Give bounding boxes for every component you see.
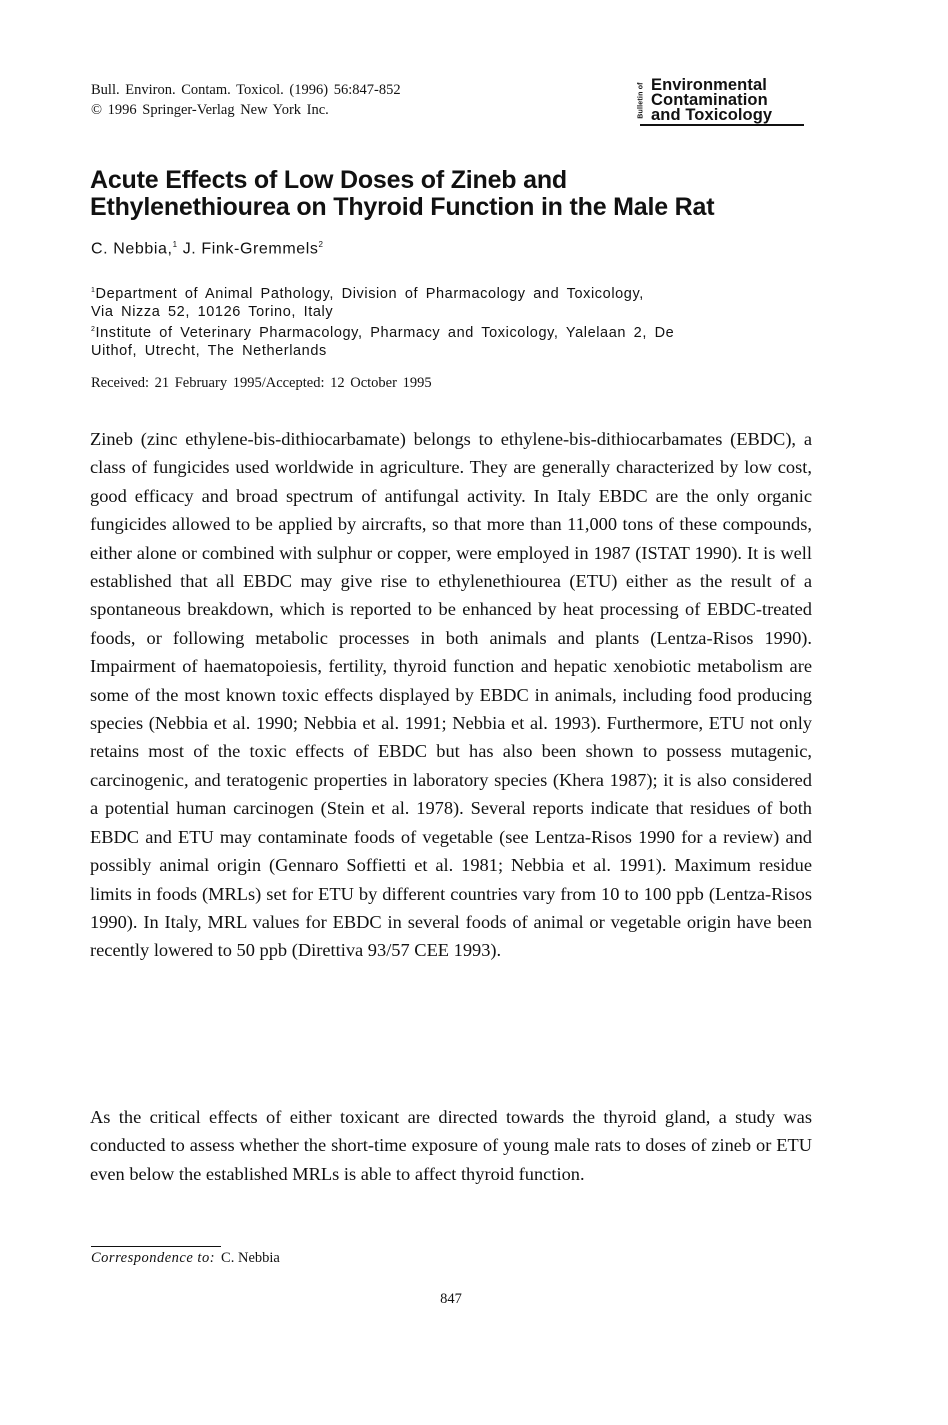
- footnote-divider: [91, 1246, 221, 1247]
- author-name: J. Fink-Gremmels: [182, 240, 319, 258]
- received-dates: Received: 21 February 1995/Accepted: 12 October 1995: [91, 375, 432, 391]
- affiliation-marker: 1: [91, 287, 96, 294]
- affiliation-marker: 1: [172, 240, 178, 249]
- correspondence-name: C. Nebbia: [221, 1250, 280, 1266]
- body-paragraph: Zineb (zinc ethylene-bis-dithiocarbamate) belongs to ethylene-bis-dithiocarbamates (EBDC), a class of fungicides used worldwide in agriculture. They are generally characterized by low cost, good efficacy and broad spectrum of antifungal activity. In Italy EBDC are the only organic fungicides allowed to be applied by aircrafts, so that more than 11,000 tons of these compounds, either alone or combined with sulphur or copper, were employed in 1987 (ISTAT 1990). It is well established that all EBDC may give rise to ethylenethiourea (ETU) either as the result of a spontaneous breakdown, which is reported to be enhanced by heat processing of EBDC-treated foods, or following metabolic processes in both animals and plants (Lentza-Risos 1990). Impairment of haematopoiesis, fertility, thyroid function and hepatic xenobiotic metabolism are some of the most known toxic effects displayed by EBDC in animals, including food producing species (Nebbia et al. 1990; Nebbia et al. 1991; Nebbia et al. 1993). Furthermore, ETU not only retains most of the toxic effects of EBDC but has also been shown to possess mutagenic, carcinogenic, and teratogenic properties in laboratory species (Khera 1987); it is also considered a potential human carcinogen (Stein et al. 1978). Several reports indicate that residues of both EBDC and ETU may contaminate foods of vegetable (see Lentza-Risos 1990 for a review) and possibly animal origin (Gennaro Soffietti et al. 1981; Nebbia et al. 1991). Maximum residue limits in foods (MRLs) set for ETU by different countries vary from 10 to 100 ppb (Lentza-Risos 1990). In Italy, MRL values for EBDC in several foods of animal or vegetable origin have been recently lowered to 50 ppb (Direttiva 93/57 CEE 1993).: [90, 429, 812, 961]
- citation-block: [91, 80, 401, 120]
- journal-logo-side: Bulletin of: [637, 82, 645, 119]
- title-line: Ethylenethiourea on Thyroid Function in the Male Rat: [90, 193, 715, 221]
- title-line: Acute Effects of Low Doses of Zineb and: [90, 166, 567, 194]
- citation-line: Bull. Environ. Contam. Toxicol. (1996) 56:847-852: [91, 82, 401, 98]
- author-list: [91, 240, 324, 258]
- body-paragraph: As the critical effects of either toxicant are directed towards the thyroid gland, a study was conducted to assess whether the short-time exposure of young male rats to doses of zineb or ETU even below the established MRLs is able to affect thyroid function.: [90, 1107, 812, 1184]
- journal-logo-rule: [640, 124, 804, 126]
- affiliations: [91, 282, 811, 360]
- correspondence-label: Correspondence to:: [91, 1250, 216, 1266]
- affiliation-marker: 2: [318, 240, 324, 249]
- author-name: C. Nebbia,: [91, 240, 173, 258]
- journal-logo-line: Contamination: [651, 91, 768, 109]
- affiliation-line: $^1$Department of Animal Pathology, Division of Pharmacology and Toxicology,: [91, 285, 644, 302]
- page-number: 847: [440, 1291, 462, 1307]
- journal-logo-words: [651, 78, 772, 123]
- correspondence-footnote: [91, 1250, 280, 1267]
- journal-logo-line: Environmental: [651, 76, 767, 94]
- journal-logo-line: and Toxicology: [651, 106, 773, 124]
- article-title: [90, 167, 850, 221]
- affiliation-line: $^2$Institute of Veterinary Pharmacology, Pharmacy and Toxicology, Yalelaan 2, De: [91, 324, 675, 341]
- journal-logo: [637, 76, 804, 126]
- affiliation-line: Via Nizza 52, 10126 Torino, Italy: [91, 303, 334, 320]
- copyright-line: © 1996 Springer-Verlag New York Inc.: [91, 102, 329, 118]
- affiliation-marker: 2: [91, 325, 96, 333]
- affiliation-line: Uithof, Utrecht, The Netherlands: [91, 342, 327, 359]
